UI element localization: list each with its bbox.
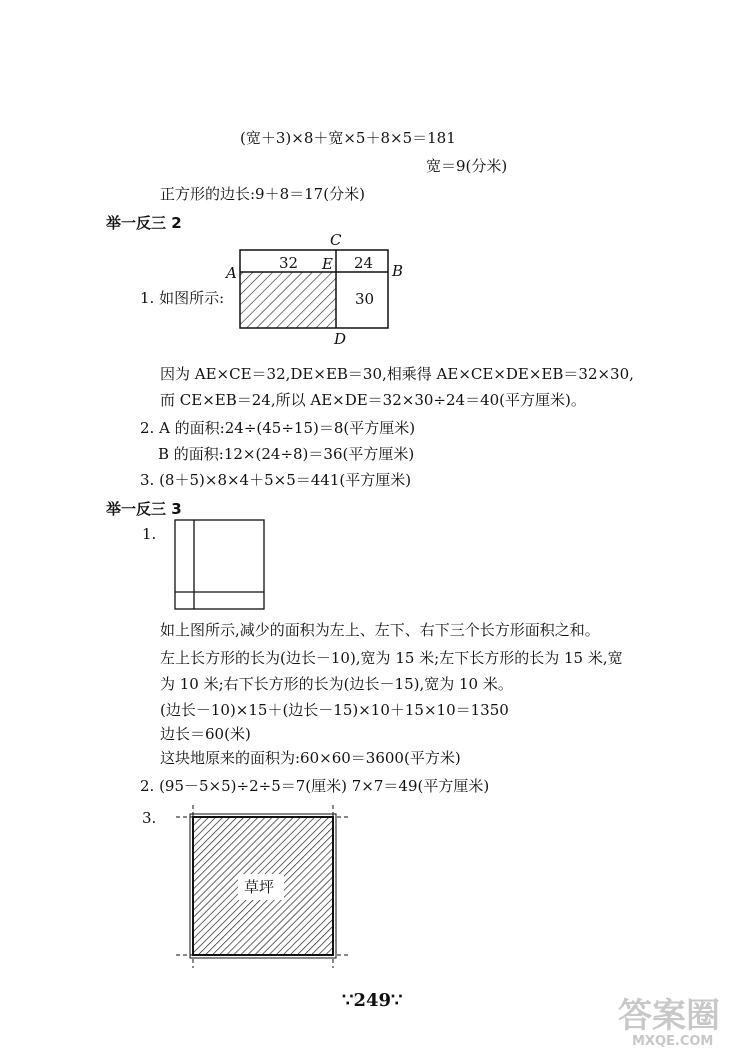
figure-label-c: C bbox=[330, 231, 342, 249]
page-number-dots-right: ∵ bbox=[391, 990, 403, 1011]
figure-label-d: D bbox=[334, 330, 347, 348]
item-label-3-1: 1. bbox=[142, 525, 157, 543]
watermark-text: 答案圈 bbox=[618, 996, 720, 1036]
section2-line-5: 3. (8＋5)×8×4＋5×5＝441(平方厘米) bbox=[140, 471, 412, 489]
section2-line-2: 而 CE×EB＝24,所以 AE×DE＝32×30÷24＝40(平方厘米)。 bbox=[160, 391, 586, 409]
section2-line-3: 2. A 的面积:24÷(45÷15)＝8(平方厘米) bbox=[140, 419, 416, 437]
section3-line-2: 左上长方形的长为(边长－10),宽为 15 米;左下长方形的长为 15 米,宽 bbox=[160, 649, 623, 667]
page-number-value: 249 bbox=[353, 990, 392, 1011]
equation-line-3: 正方形的边长:9＋8＝17(分米) bbox=[160, 185, 365, 203]
figure-value-24: 24 bbox=[354, 254, 374, 272]
section3-line-5: 边长＝60(米) bbox=[160, 725, 251, 743]
section3-line-7: 2. (95－5×5)÷2÷5＝7(厘米) 7×7＝49(平方厘米) bbox=[140, 777, 490, 795]
section-heading-2: 举一反三 2 bbox=[106, 214, 182, 232]
figure-label-b: B bbox=[392, 262, 404, 280]
hatched-region bbox=[240, 272, 336, 328]
equation-line-2: 宽＝9(分米) bbox=[426, 157, 508, 175]
figure-label-a: A bbox=[226, 264, 237, 282]
equation-line-1: (宽＋3)×8＋宽×5＋8×5＝181 bbox=[240, 129, 456, 147]
item-label-2-1: 1. 如图所示: bbox=[140, 289, 225, 307]
section3-line-1: 如上图所示,减少的面积为左上、左下、右下三个长方形面积之和。 bbox=[160, 621, 600, 639]
section2-line-1: 因为 AE×CE＝32,DE×EB＝30,相乘得 AE×CE×DE×EB＝32×30, bbox=[160, 365, 634, 383]
page-number-dots-left: ∵ bbox=[342, 990, 354, 1011]
section3-line-4: (边长－10)×15＋(边长－15)×10＋15×10＝1350 bbox=[160, 701, 509, 719]
watermark-url: MXQE.COM bbox=[632, 1034, 714, 1049]
figure-label-e: E bbox=[322, 255, 333, 273]
section-heading-3: 举一反三 3 bbox=[106, 500, 182, 518]
lawn-label: 草坪 bbox=[244, 878, 275, 896]
section3-line-3: 为 10 米;右下长方形的长为(边长－15),宽为 10 米。 bbox=[160, 675, 513, 693]
square-figure bbox=[175, 520, 264, 609]
figure-value-32: 32 bbox=[279, 254, 299, 272]
section2-line-4: B 的面积:12×(24÷8)＝36(平方厘米) bbox=[158, 445, 415, 463]
section3-line-6: 这块地原来的面积为:60×60＝3600(平方米) bbox=[160, 749, 461, 767]
page-number bbox=[342, 990, 402, 1011]
item-label-3-3: 3. bbox=[142, 809, 157, 827]
figure-value-30: 30 bbox=[355, 290, 375, 308]
